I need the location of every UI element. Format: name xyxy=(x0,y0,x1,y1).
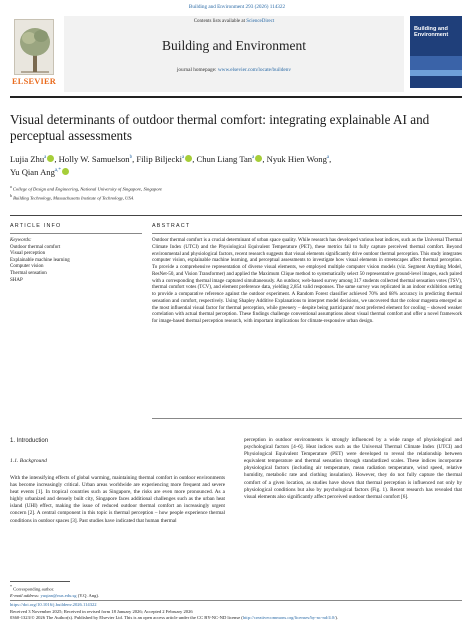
author-item[interactable] xyxy=(10,167,69,177)
article-info-heading: ARTICLE INFO xyxy=(10,223,62,229)
elsevier-tree-logo-icon xyxy=(14,19,54,75)
keywords-block xyxy=(10,238,142,284)
homepage-link[interactable]: www.elsevier.com/locate/buildenv xyxy=(217,67,292,73)
author-separator: , xyxy=(192,153,197,164)
keyword-item: Visual perception xyxy=(10,251,46,257)
affiliation-item xyxy=(10,193,464,202)
author-affiliation-mark[interactable]: b xyxy=(129,155,133,160)
license-suffix: ). xyxy=(335,615,339,621)
affiliation-text: College of Design and Engineering, National University of Singapore, Singapore xyxy=(12,186,163,192)
corresponding-author-label: Corresponding author. xyxy=(13,586,55,592)
footnote-rule xyxy=(10,581,70,582)
article-info-rule xyxy=(10,233,142,234)
doi-link[interactable]: https://doi.org/10.1016/j.buildenv.2026.114322 xyxy=(10,602,97,607)
email-label: E-mail address: xyxy=(10,592,40,598)
cover-title: Building and Environment xyxy=(414,26,449,39)
author-name[interactable]: Chun Liang Tan xyxy=(196,153,253,164)
license-line xyxy=(10,615,464,622)
author-name[interactable]: Holly W. Samuelson xyxy=(58,153,130,164)
author-separator: , xyxy=(54,153,59,164)
journal-title[interactable]: Building and Environment xyxy=(162,38,306,53)
keyword-item: Computer vision xyxy=(10,264,44,270)
homepage-prefix: journal homepage: xyxy=(176,67,217,73)
journal-masthead-box xyxy=(64,16,404,92)
received-dates: Received 3 November 2025; Received in revised form 18 January 2026; Accepted 2 February 2026 xyxy=(10,608,193,614)
orcid-icon[interactable] xyxy=(62,168,69,175)
author-separator: , xyxy=(262,153,267,164)
author-affiliation-mark[interactable]: a xyxy=(44,155,47,160)
affiliations xyxy=(10,184,464,201)
bottom-rule xyxy=(10,600,462,601)
cover-band-light xyxy=(410,70,462,76)
author-name[interactable]: Yu Qian Ang xyxy=(10,166,55,177)
journal-reference[interactable]: Building and Environment 293 (2026) 114322 xyxy=(188,4,286,10)
author-item[interactable] xyxy=(267,154,332,164)
keyword-item: Explainable machine learning xyxy=(10,257,70,263)
author-affiliation-mark[interactable]: a xyxy=(326,155,330,160)
cover-band xyxy=(410,56,462,70)
author-item[interactable] xyxy=(197,154,267,164)
header-divider xyxy=(10,215,462,216)
masthead-divider xyxy=(10,96,462,98)
body-text-left-column: With the intensifying effects of global warming, maintaining thermal comfort in outdoor environments has become increasingly critical. Urban areas worldwide are experiencing more frequent and severe heat events [1]. In tropical countries such as Singapore, the risks are even more pronounced. As a highly urbanized and densely built city, Singapore faces additional challenges such as the urban heat island (UHI) effect, making the issue of reduced outdoor thermal comfort an increasingly urgent concern [2]. A central component in this topic is thermal perception – how people experience thermal conditions in outdoor spaces [3]. Past studies have indicated that human thermal xyxy=(10,475,225,524)
author-affiliation-mark[interactable]: a xyxy=(181,155,185,160)
author-name[interactable]: Filip Biljecki xyxy=(136,153,182,164)
sciencedirect-link[interactable]: ScienceDirect xyxy=(246,19,275,24)
corresponding-author-note xyxy=(10,584,225,593)
contents-prefix: Contents lists available at xyxy=(193,19,245,24)
keywords-label: Keywords: xyxy=(10,238,32,243)
article-title: Visual determinants of outdoor thermal comfort: integrating explainable AI and perceptual assessments xyxy=(10,112,430,143)
author-name[interactable]: Lujia Zhu xyxy=(10,153,45,164)
author-name[interactable]: Nyuk Hien Wong xyxy=(266,153,327,164)
author-list xyxy=(10,152,464,178)
journal-cover-thumbnail[interactable] xyxy=(410,16,462,88)
section-heading-introduction: 1. Introduction xyxy=(10,438,49,444)
affiliation-item xyxy=(10,184,464,193)
abstract-heading: ABSTRACT xyxy=(152,223,191,229)
keyword-item: SHAP xyxy=(10,277,23,283)
license-link[interactable]: http://creativecommons.org/licenses/by-nc-nd/4.0/ xyxy=(242,615,336,621)
author-item[interactable] xyxy=(136,154,196,164)
publication-info xyxy=(10,602,464,622)
publisher-name: ELSEVIER xyxy=(12,77,56,86)
author-item[interactable] xyxy=(10,154,59,164)
body-text-right-column: perception in outdoor environments is strongly influenced by a wide range of physiological and psychological factors [4–6]. Heat indices such as the Universal Thermal Climate Index (UTCI) and Physiological Equivalent Temperature (PET) were developed to reveal the relationship between equivalent temperature and thermal sensation through standardized scales. These indices incorporate physiological factors (including air temperature, mean radiation temperature, wind speed, relative humidity, metabolic rate and clothing insulation). However, they do not fully capture the thermal comfort of a given location, as studies have shown that thermal perception is influenced not only by physiological conditions but also by psychological factors (Fig. 1). Recent research has revealed that visual elements also significantly affect perceived outdoor thermal comfort [6]. xyxy=(244,437,462,500)
footnote xyxy=(10,584,225,599)
contents-line xyxy=(64,19,404,24)
elsevier-logo[interactable] xyxy=(10,16,58,92)
abstract-rule xyxy=(152,233,462,234)
email-suffix: (Y.Q. Ang). xyxy=(77,592,100,598)
affiliation-text: Building Technology, Massachusetts Institute of Technology, USA xyxy=(13,195,134,201)
subsection-heading-background: 1.1. Background xyxy=(10,458,47,464)
author-item[interactable] xyxy=(59,154,137,164)
affiliation-mark: a xyxy=(10,185,12,189)
abstract-bottom-rule xyxy=(152,418,462,419)
author-affiliation-mark[interactable]: a xyxy=(252,155,255,160)
license-prefix: 0360-1323/© 2026 The Author(s). Published by Elsevier Ltd. This is an open access article under the CC BY-NC-ND license ( xyxy=(10,615,243,621)
affiliation-mark: b xyxy=(10,193,12,198)
masthead xyxy=(10,16,462,92)
email-link[interactable]: yuqian@nus.edu.sg xyxy=(40,592,77,598)
email-line xyxy=(10,593,225,599)
keyword-item: Outdoor thermal comfort xyxy=(10,244,61,250)
author-separator: , xyxy=(132,153,137,164)
abstract-text: Outdoor thermal comfort is a crucial determinant of urban space quality. While research has developed various heat indices, such as the Universal Thermal Climate Index (UTCI) and the Physiological Equivalent Temperature (PET), these metrics fail to fully capture perceived thermal comfort. Beyond environmental and physiological factors, recent research suggests that visual elements significantly drive outdoor thermal perception. This study integrates computer vision, explainable machine learning, and perceptual assessments to investigate how visual elements in streetscapes affect thermal perception. To provide a comprehensive representation of diverse visual elements, we employed multiple computer vision models (viz. Segment Anything Model, ResNet-50, and Vision Transformer) and applied the Maximum Clique method to systematically select 50 representative ground-level images, each paired with a corresponding thermal image captured simultaneously. An outdoor, web-based survey among 317 students collected thermal sensation votes (TSV), thermal comfort votes (TCV), and element preference data, yielding 2,854 valid responses. The same survey was replicated in an indoor exhibition setting to provide a comparative reference against the outdoor experiment. A Random Forest classifier achieved 70% and 68% accuracy in predicting thermal sensation and comfort, respectively. Using Shapley Additive Explanations to interpret model decisions, we uncovered that the colour magenta emerged as the most influential visual factor for thermal perception, while greenery – despite being participants' most preferred element for cooling – showed weaker correlation with actual thermal perception. These findings challenge conventional assumptions about visual thermal comfort and offer a novel framework for image-based thermal perception research, with important implications for climate-responsive urban design. xyxy=(152,238,462,324)
homepage-line xyxy=(64,67,404,73)
keyword-item: Thermal sensation xyxy=(10,270,47,276)
footnote-mark: * xyxy=(10,584,12,589)
author-affiliation-mark[interactable]: a,* xyxy=(54,167,61,173)
author-separator: , xyxy=(329,153,332,164)
